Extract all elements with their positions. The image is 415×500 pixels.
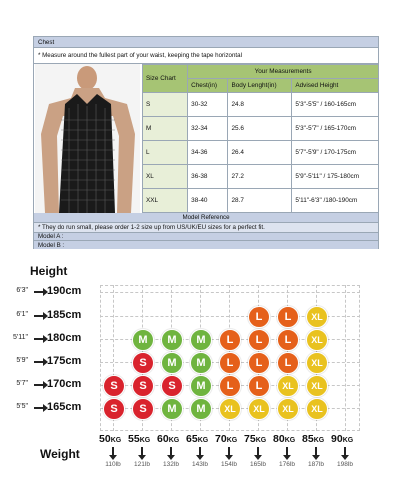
fit-note-row: [34, 223, 378, 233]
weight-kg-unit: KG: [226, 437, 238, 444]
size-badge-m: M: [161, 352, 183, 374]
size-chart-header: Size Chart: [143, 65, 188, 93]
weight-kg-value: 55: [128, 433, 140, 445]
size-badge-xl: XL: [306, 352, 328, 374]
size-badge-xl: XL: [306, 375, 328, 397]
size-badge-l: L: [277, 306, 299, 328]
weight-kg-unit: KG: [197, 437, 209, 444]
arrow-right-icon: [34, 384, 44, 386]
size-cell: L: [143, 141, 188, 165]
size-badge-l: L: [248, 329, 270, 351]
size-badge-l: L: [248, 352, 270, 374]
arrow-down-icon: [257, 447, 259, 456]
weight-lb-label: 132lb: [163, 461, 179, 468]
weight-lb-label: 143lb: [192, 461, 208, 468]
size-badge-xl: XL: [306, 329, 328, 351]
weight-lb-label: 176lb: [279, 461, 295, 468]
height-cm-label: 165cm: [47, 401, 82, 413]
size-cell: XXL: [143, 189, 188, 213]
weight-kg-value: 65: [186, 433, 198, 445]
weight-kg-value: 70: [215, 433, 227, 445]
length-cell: 28.7: [228, 189, 292, 213]
size-badge-xl: XL: [248, 398, 270, 420]
height-ft-label: 5'7": [16, 380, 28, 387]
table-row: [143, 93, 379, 117]
size-badge-m: M: [132, 329, 154, 351]
size-badge-m: M: [190, 329, 212, 351]
size-badge-xl: XL: [306, 306, 328, 328]
size-badge-m: M: [190, 375, 212, 397]
weight-kg-unit: KG: [110, 437, 122, 444]
size-table: [142, 64, 379, 213]
model-b-label: Model B :: [38, 241, 65, 249]
table-row: [143, 141, 379, 165]
weight-kg-value: 60: [157, 433, 169, 445]
length-cell: 26.4: [228, 141, 292, 165]
arrow-right-icon: [34, 315, 44, 317]
arrow-down-icon: [112, 447, 114, 456]
height-cell: 5'3"-5'5" / 160-165cm: [292, 93, 379, 117]
chest-cell: 36-38: [188, 165, 228, 189]
chest-cell: 32-34: [188, 117, 228, 141]
height-ft-label: 6'3": [16, 287, 28, 294]
weight-kg-label: [186, 433, 208, 445]
size-badge-l: L: [248, 375, 270, 397]
height-cm-label: 175cm: [47, 355, 82, 367]
model-photo-illustration: [35, 64, 140, 213]
chest-note: * Measure around the fullest part of your waist, keeping the tape horizontal: [38, 52, 242, 59]
weight-kg-value: 80: [273, 433, 285, 445]
weight-kg-unit: KG: [342, 437, 354, 444]
size-badge-l: L: [248, 306, 270, 328]
weight-kg-value: 50: [99, 433, 111, 445]
height-ft-label: 6'1": [16, 311, 28, 318]
weight-kg-label: [244, 433, 266, 445]
weight-lb-label: 165lb: [250, 461, 266, 468]
model-reference-header: [34, 213, 378, 223]
weight-kg-unit: KG: [313, 437, 325, 444]
weight-lb-label: 121lb: [134, 461, 150, 468]
model-photo: [35, 64, 140, 213]
weight-lb-label: 110lb: [105, 461, 121, 468]
arrow-down-icon: [286, 447, 288, 456]
size-badge-m: M: [190, 398, 212, 420]
weight-kg-value: 85: [302, 433, 314, 445]
weight-kg-value: 90: [331, 433, 343, 445]
height-ft-label: 5'5": [16, 403, 28, 410]
size-badge-m: M: [161, 329, 183, 351]
arrow-right-icon: [34, 338, 44, 340]
weight-kg-label: [273, 433, 295, 445]
chest-cell: 38-40: [188, 189, 228, 213]
weight-kg-label: [128, 433, 150, 445]
height-cell: 5'9"-5'11" / 175-180cm: [292, 165, 379, 189]
chest-header: [34, 37, 378, 48]
weight-kg-unit: KG: [168, 437, 180, 444]
weight-kg-label: [302, 433, 324, 445]
weight-kg-label: [215, 433, 237, 445]
size-badge-xl: XL: [306, 398, 328, 420]
height-cm-label: 180cm: [47, 332, 82, 344]
weight-kg-label: [99, 433, 121, 445]
table-row: [143, 165, 379, 189]
height-cm-label: 190cm: [47, 285, 82, 297]
arrow-down-icon: [315, 447, 317, 456]
size-badge-s: S: [132, 375, 154, 397]
arrow-right-icon: [34, 361, 44, 363]
size-badge-l: L: [219, 352, 241, 374]
size-cell: XL: [143, 165, 188, 189]
measurements-header: Your Measurements: [188, 65, 379, 79]
size-badge-s: S: [103, 398, 125, 420]
arrow-down-icon: [228, 447, 230, 456]
weight-kg-value: 75: [244, 433, 256, 445]
chest-note-row: [34, 48, 378, 64]
size-badge-l: L: [219, 375, 241, 397]
model-a-label: Model A :: [38, 233, 64, 240]
model-b-row: [34, 241, 378, 249]
arrow-right-icon: [34, 291, 44, 293]
length-cell: 25.6: [228, 117, 292, 141]
size-badge-m: M: [190, 352, 212, 374]
height-cell: 5'11"-6'3" /180-190cm: [292, 189, 379, 213]
arrow-down-icon: [199, 447, 201, 456]
chest-title: Chest: [38, 38, 55, 46]
size-cell: M: [143, 117, 188, 141]
table-row: [143, 117, 379, 141]
arrow-down-icon: [141, 447, 143, 456]
size-badge-xl: XL: [219, 398, 241, 420]
arrow-down-icon: [344, 447, 346, 456]
size-badge-l: L: [219, 329, 241, 351]
height-cm-label: 185cm: [47, 309, 82, 321]
grid-col-line: [345, 285, 346, 431]
length-cell: 27.2: [228, 165, 292, 189]
height-cell: 5'3"-5'7" / 165-170cm: [292, 117, 379, 141]
weight-kg-unit: KG: [139, 437, 151, 444]
size-badge-s: S: [161, 375, 183, 397]
arrow-right-icon: [34, 407, 44, 409]
size-chart-sheet: [33, 36, 379, 249]
grid-row-line: [100, 292, 360, 293]
weight-kg-unit: KG: [284, 437, 296, 444]
arrow-down-icon: [170, 447, 172, 456]
size-badge-xl: XL: [277, 375, 299, 397]
size-badge-m: M: [161, 398, 183, 420]
col-chest: Chest(in): [188, 79, 228, 93]
fit-note: * They do run small, please order 1-2 size up from US/UK/EU sizes for a perfect fit.: [38, 224, 265, 231]
weight-kg-label: [331, 433, 353, 445]
height-cell: 5'7"-5'9" / 170-175cm: [292, 141, 379, 165]
chest-cell: 30-32: [188, 93, 228, 117]
weight-title: Weight: [40, 447, 80, 461]
size-badge-xl: XL: [277, 398, 299, 420]
height-ft-label: 5'11": [13, 334, 28, 341]
table-row: [143, 189, 379, 213]
col-advised-height: Advised Height: [292, 79, 379, 93]
weight-kg-label: [157, 433, 179, 445]
size-badge-s: S: [103, 375, 125, 397]
chest-cell: 34-36: [188, 141, 228, 165]
height-cm-label: 170cm: [47, 378, 82, 390]
size-cell: S: [143, 93, 188, 117]
weight-lb-label: 187lb: [308, 461, 324, 468]
weight-lb-label: 198lb: [337, 461, 353, 468]
size-badge-s: S: [132, 398, 154, 420]
length-cell: 24.8: [228, 93, 292, 117]
size-badge-l: L: [277, 352, 299, 374]
model-reference-label: Model Reference: [182, 214, 230, 221]
model-a-row: [34, 233, 378, 241]
col-body-length: Body Lenght(in): [228, 79, 292, 93]
size-badge-l: L: [277, 329, 299, 351]
height-ft-label: 5'9": [16, 357, 28, 364]
weight-lb-label: 154lb: [221, 461, 237, 468]
weight-kg-unit: KG: [255, 437, 267, 444]
size-badge-s: S: [132, 352, 154, 374]
height-title: Height: [30, 264, 68, 278]
